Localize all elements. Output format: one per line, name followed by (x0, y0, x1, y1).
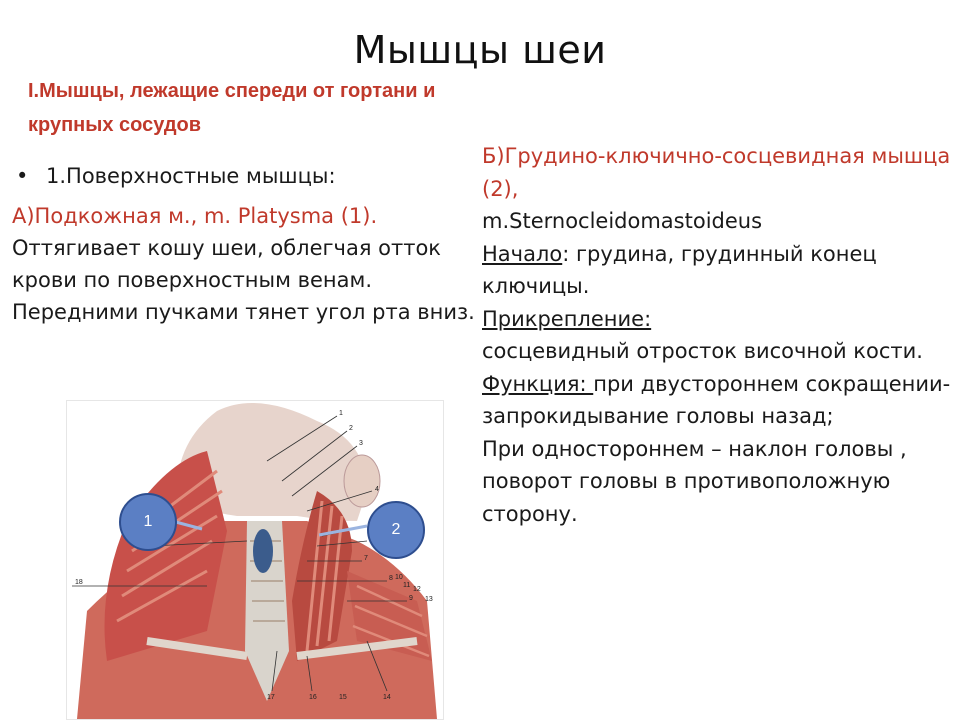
origin-label: Начало (482, 241, 563, 266)
insertion-text: сосцевидный отросток височной кости. (482, 339, 923, 363)
label-13: 13 (425, 596, 433, 603)
thyroid-shape (253, 529, 273, 573)
callout-1: 1 (119, 493, 177, 551)
label-14: 14 (383, 694, 391, 701)
slide-title: Мышцы шеи (353, 28, 607, 72)
label-15: 15 (339, 694, 347, 701)
label-12: 12 (413, 586, 421, 593)
label-9: 9 (409, 595, 413, 602)
label-17: 17 (267, 694, 275, 701)
section-heading: I.Мышцы, лежащие спереди от гортани и крупных сосудов (28, 80, 436, 136)
label-2: 2 (349, 425, 353, 432)
insertion-label: Прикрепление: (482, 306, 652, 331)
right-column (482, 140, 957, 530)
label-11: 11 (403, 582, 411, 589)
origin-text: : грудина, грудинный конец ключицы. (482, 241, 877, 298)
muscle-b-latin: m.Sternocleidomastoideus (482, 209, 763, 233)
function-text: при двустороннем сокращении-запрокидывание головы назад; (482, 371, 951, 428)
label-7: 7 (364, 555, 368, 562)
label-16: 16 (309, 694, 317, 701)
function-label: Функция: (482, 371, 594, 396)
label-3: 3 (359, 440, 363, 447)
unilateral-text: При одностороннем – наклон головы , поворот головы в противоположную сторону. (482, 436, 907, 526)
muscle-a-name: А)Подкожная м., m. Platysma (1). (12, 204, 378, 228)
bullet-item (12, 160, 482, 192)
bullet-text: 1.Поверхностные мышцы: (46, 164, 336, 188)
ear-shape (344, 455, 380, 507)
muscle-b-name: Б)Грудино-ключично-сосцевидная мышца (2), (482, 144, 951, 201)
label-18: 18 (75, 579, 83, 586)
label-10: 10 (395, 574, 403, 581)
origin-line (482, 238, 957, 303)
neck-muscles-illustration (66, 400, 444, 720)
label-8: 8 (389, 575, 393, 582)
muscle-a-description: Оттягивает кошу шеи, облегчая отток крови по поверхностным венам. Передними пучками тянет угол рта вниз. (12, 236, 475, 324)
left-column (12, 160, 482, 328)
bullet-icon: • (16, 164, 29, 188)
function-line (482, 368, 957, 433)
label-4: 4 (375, 486, 379, 493)
callout-2: 2 (367, 501, 425, 559)
label-1: 1 (339, 410, 343, 417)
anatomy-drawing (67, 401, 443, 719)
